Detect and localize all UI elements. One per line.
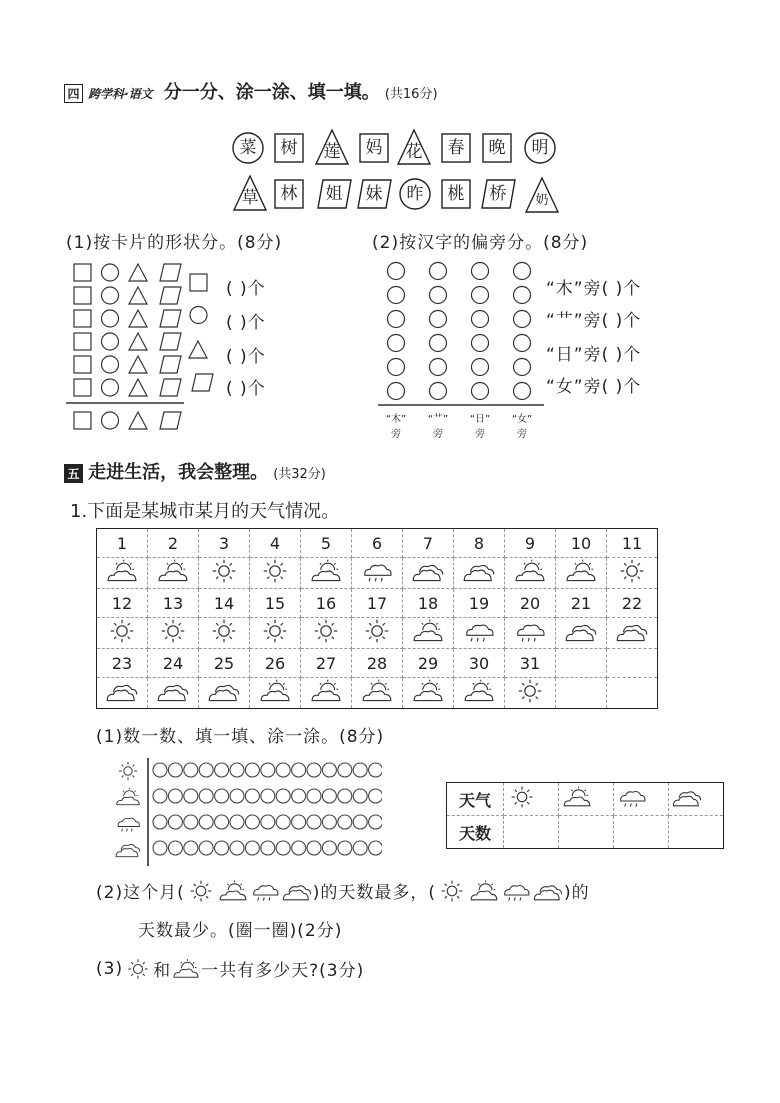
section-title: 走进生活，我会整理。 bbox=[88, 462, 269, 483]
bubble[interactable] bbox=[292, 763, 306, 777]
calendar-weather-cell bbox=[403, 678, 454, 709]
calendar-day: 1 bbox=[97, 529, 148, 558]
calendar-weather-cell bbox=[148, 558, 199, 589]
bubble[interactable] bbox=[353, 815, 367, 829]
bubble[interactable] bbox=[322, 841, 336, 855]
card-char: 春 bbox=[447, 138, 465, 158]
calendar-day: 9 bbox=[505, 529, 556, 558]
bubble[interactable] bbox=[215, 789, 229, 803]
calendar-day: 2 bbox=[148, 529, 199, 558]
calendar-table bbox=[96, 528, 658, 709]
sun-icon bbox=[205, 618, 243, 644]
calendar-day: 7 bbox=[403, 529, 454, 558]
cloudy-sun-icon bbox=[409, 618, 447, 644]
bubble[interactable] bbox=[261, 763, 275, 777]
bubble[interactable] bbox=[184, 841, 198, 855]
bubble[interactable] bbox=[230, 841, 244, 855]
card-char: 晚 bbox=[488, 138, 506, 158]
cloud-icon bbox=[613, 618, 651, 644]
calendar-day: 17 bbox=[352, 589, 403, 618]
radical-count-nv[interactable]: “女”旁( )个 bbox=[546, 377, 642, 397]
cloudy-sun-icon bbox=[562, 558, 600, 584]
row-label-days: 天数 bbox=[447, 816, 504, 849]
shape-chart bbox=[66, 258, 316, 438]
calendar-day: 12 bbox=[97, 589, 148, 618]
cloudy-sun-icon bbox=[560, 785, 594, 809]
card-char: 桃 bbox=[447, 184, 465, 204]
rain-icon bbox=[460, 618, 498, 644]
card-row-1 bbox=[228, 128, 568, 168]
shape-count-square[interactable]: ( )个 bbox=[226, 279, 266, 299]
sun-icon bbox=[256, 558, 294, 584]
radical-chart: “木” 旁 “艹” 旁 “日” 旁 “女” 旁 “木”旁( )个 “艹”旁( )个 “日”旁( )个 “女”旁( )个 bbox=[378, 260, 718, 450]
card-char: 明 bbox=[531, 138, 549, 158]
calendar-day: 18 bbox=[403, 589, 454, 618]
bubble[interactable] bbox=[153, 763, 167, 777]
section-title: 分一分、涂一涂、填一填。 bbox=[163, 82, 380, 103]
sun-icon bbox=[307, 618, 345, 644]
calendar-weather-cell bbox=[454, 678, 505, 709]
calendar-day: 3 bbox=[199, 529, 250, 558]
calendar-day bbox=[607, 649, 658, 678]
bubble[interactable] bbox=[338, 763, 352, 777]
weather-calendar bbox=[96, 528, 658, 709]
calendar-weather-cell bbox=[607, 678, 658, 709]
days-cloudy-sun-cell[interactable] bbox=[559, 816, 614, 849]
cloudy-sun-icon bbox=[511, 558, 549, 584]
weather-options-most[interactable] bbox=[185, 879, 313, 903]
calendar-weather-cell bbox=[199, 618, 250, 649]
bubble[interactable] bbox=[215, 841, 229, 855]
q5-1-2-cont: 天数最少。(圈一圈)(2分) bbox=[138, 921, 343, 941]
bubble[interactable] bbox=[245, 841, 259, 855]
card-char: 妹 bbox=[365, 184, 383, 204]
calendar-weather-cell bbox=[505, 618, 556, 649]
rain-icon bbox=[511, 618, 549, 644]
calendar-day: 8 bbox=[454, 529, 505, 558]
q5-1-1: (1)数一数、填一填、涂一涂。(8分) bbox=[96, 727, 385, 747]
days-sun-cell[interactable] bbox=[504, 816, 559, 849]
bubble[interactable] bbox=[353, 841, 367, 855]
calendar-day: 19 bbox=[454, 589, 505, 618]
bubble[interactable] bbox=[230, 815, 244, 829]
bubble[interactable] bbox=[276, 789, 290, 803]
cloudy-sun-icon bbox=[171, 957, 201, 981]
weather-options-least[interactable] bbox=[436, 879, 564, 903]
bubble[interactable] bbox=[245, 815, 259, 829]
bubble[interactable] bbox=[199, 763, 213, 777]
calendar-weather-cell bbox=[505, 678, 556, 709]
bubble[interactable] bbox=[369, 763, 382, 777]
q5-1: 1.下面是某城市某月的天气情况。 bbox=[70, 501, 340, 522]
card-char: 姐 bbox=[325, 184, 343, 204]
bubble[interactable] bbox=[292, 841, 306, 855]
calendar-weather-cell bbox=[301, 558, 352, 589]
calendar-weather-cell bbox=[352, 618, 403, 649]
calendar-weather-cell bbox=[556, 558, 607, 589]
bubble[interactable] bbox=[261, 789, 275, 803]
radical-count-mu[interactable]: “木”旁( )个 bbox=[546, 279, 642, 299]
calendar-day: 13 bbox=[148, 589, 199, 618]
bubble[interactable] bbox=[276, 841, 290, 855]
bubble[interactable] bbox=[168, 789, 182, 803]
rain-icon bbox=[615, 785, 649, 809]
radical-count-cao[interactable]: “艹”旁( )个 bbox=[546, 311, 642, 331]
card-char: 树 bbox=[280, 138, 298, 158]
bubble[interactable] bbox=[276, 763, 290, 777]
radical-count-ri[interactable]: “日”旁( )个 bbox=[546, 345, 642, 365]
calendar-day bbox=[556, 649, 607, 678]
bubble[interactable] bbox=[153, 841, 167, 855]
bubble[interactable] bbox=[322, 789, 336, 803]
bubble[interactable] bbox=[353, 789, 367, 803]
bubble[interactable] bbox=[322, 815, 336, 829]
bubble[interactable] bbox=[292, 789, 306, 803]
cloudy-sun-icon bbox=[460, 678, 498, 704]
calendar-day: 5 bbox=[301, 529, 352, 558]
weather-count-table bbox=[446, 782, 724, 849]
section-number: 五 bbox=[64, 464, 83, 483]
bubble[interactable] bbox=[261, 841, 275, 855]
bubble[interactable] bbox=[307, 815, 321, 829]
bubble[interactable] bbox=[199, 789, 213, 803]
calendar-weather-cell bbox=[301, 618, 352, 649]
card-char: 林 bbox=[280, 184, 298, 204]
bubble[interactable] bbox=[215, 815, 229, 829]
section4-header bbox=[64, 78, 438, 104]
calendar-day: 6 bbox=[352, 529, 403, 558]
bubble[interactable] bbox=[230, 763, 244, 777]
section-score: (共16分) bbox=[384, 87, 438, 102]
calendar-weather-cell bbox=[352, 558, 403, 589]
calendar-weather-cell bbox=[97, 618, 148, 649]
sun-icon bbox=[613, 558, 651, 584]
sun-icon bbox=[358, 618, 396, 644]
q5-1-2: (2)这个月( )的天数最多，( )的 bbox=[96, 878, 590, 903]
calendar-weather-cell bbox=[454, 558, 505, 589]
radical-grid[interactable] bbox=[378, 260, 548, 410]
bubble[interactable] bbox=[245, 789, 259, 803]
bubble[interactable] bbox=[276, 815, 290, 829]
calendar-day: 24 bbox=[148, 649, 199, 678]
calendar-day: 10 bbox=[556, 529, 607, 558]
calendar-day: 16 bbox=[301, 589, 352, 618]
calendar-weather-cell bbox=[607, 618, 658, 649]
calendar-weather-cell bbox=[250, 558, 301, 589]
calendar-day: 27 bbox=[301, 649, 352, 678]
bubble[interactable] bbox=[307, 789, 321, 803]
bubble[interactable] bbox=[338, 815, 352, 829]
card-char: 奶 bbox=[535, 193, 549, 208]
calendar-weather-cell bbox=[199, 558, 250, 589]
bubble-grid[interactable] bbox=[112, 758, 382, 868]
bubble[interactable] bbox=[338, 789, 352, 803]
sun-icon bbox=[505, 785, 539, 809]
bubble[interactable] bbox=[168, 841, 182, 855]
card-char: 菜 bbox=[239, 138, 257, 158]
bubble[interactable] bbox=[338, 841, 352, 855]
bubble[interactable] bbox=[292, 815, 306, 829]
calendar-day: 26 bbox=[250, 649, 301, 678]
bubble[interactable] bbox=[261, 815, 275, 829]
bubble[interactable] bbox=[184, 789, 198, 803]
cloud-icon bbox=[205, 678, 243, 704]
sun-icon bbox=[205, 558, 243, 584]
sun-icon bbox=[511, 678, 549, 704]
shape-count-triangle[interactable]: ( )个 bbox=[226, 347, 266, 367]
card-char: 妈 bbox=[365, 138, 383, 158]
q5-1-3: (3) 和 一共有多少天?(3分) bbox=[96, 958, 365, 981]
cross-subject-tag: 跨学科·语文 bbox=[88, 87, 153, 101]
calendar-weather-cell bbox=[301, 678, 352, 709]
calendar-day: 11 bbox=[607, 529, 658, 558]
calendar-weather-cell bbox=[250, 618, 301, 649]
bubble[interactable] bbox=[199, 815, 213, 829]
bubble[interactable] bbox=[199, 841, 213, 855]
sun-icon bbox=[123, 957, 153, 981]
calendar-day: 4 bbox=[250, 529, 301, 558]
cloudy-sun-icon bbox=[154, 558, 192, 584]
bubble[interactable] bbox=[322, 763, 336, 777]
bubble[interactable] bbox=[369, 815, 382, 829]
q4-2: (2)按汉字的偏旁分。(8分) bbox=[372, 233, 589, 253]
sun-icon bbox=[154, 618, 192, 644]
cloud-icon bbox=[409, 558, 447, 584]
calendar-weather-cell bbox=[403, 558, 454, 589]
card-row-2 bbox=[228, 174, 568, 214]
shape-grid[interactable] bbox=[66, 258, 191, 433]
cloud-icon bbox=[103, 678, 141, 704]
calendar-weather-cell bbox=[250, 678, 301, 709]
calendar-weather-cell bbox=[97, 678, 148, 709]
cloud-icon bbox=[154, 678, 192, 704]
bubble[interactable] bbox=[307, 763, 321, 777]
row-label-weather: 天气 bbox=[447, 783, 504, 816]
sun-icon bbox=[103, 618, 141, 644]
sun-icon bbox=[256, 618, 294, 644]
section5-header bbox=[64, 458, 326, 484]
calendar-weather-cell bbox=[505, 558, 556, 589]
bubble[interactable] bbox=[215, 763, 229, 777]
cloudy-sun-icon bbox=[358, 678, 396, 704]
calendar-day: 31 bbox=[505, 649, 556, 678]
calendar-weather-cell bbox=[199, 678, 250, 709]
calendar-day: 15 bbox=[250, 589, 301, 618]
bubble[interactable] bbox=[153, 815, 167, 829]
bubble-chart bbox=[112, 758, 382, 868]
bubble[interactable] bbox=[184, 763, 198, 777]
card-char: 昨 bbox=[406, 184, 424, 204]
bubble[interactable] bbox=[153, 789, 167, 803]
calendar-day: 20 bbox=[505, 589, 556, 618]
calendar-weather-cell bbox=[556, 618, 607, 649]
cloud-icon bbox=[460, 558, 498, 584]
calendar-weather-cell bbox=[607, 558, 658, 589]
bubble[interactable] bbox=[353, 763, 367, 777]
calendar-day: 21 bbox=[556, 589, 607, 618]
calendar-weather-cell bbox=[403, 618, 454, 649]
calendar-weather-cell bbox=[556, 678, 607, 709]
q4-1: (1)按卡片的形状分。(8分) bbox=[66, 233, 283, 253]
calendar-day: 28 bbox=[352, 649, 403, 678]
bubble[interactable] bbox=[168, 815, 182, 829]
rain-icon bbox=[358, 558, 396, 584]
calendar-day: 23 bbox=[97, 649, 148, 678]
card-char: 花 bbox=[405, 142, 423, 162]
bubble[interactable] bbox=[307, 841, 321, 855]
bubble[interactable] bbox=[230, 789, 244, 803]
card-char: 莲 bbox=[323, 142, 341, 162]
calendar-weather-cell bbox=[148, 618, 199, 649]
cloudy-sun-icon bbox=[409, 678, 447, 704]
bubble[interactable] bbox=[369, 841, 382, 855]
cloudy-sun-icon bbox=[307, 558, 345, 584]
cloud-icon bbox=[562, 618, 600, 644]
calendar-weather-cell bbox=[148, 678, 199, 709]
cloudy-sun-icon bbox=[307, 678, 345, 704]
calendar-weather-cell bbox=[454, 618, 505, 649]
section-number: 四 bbox=[64, 84, 83, 103]
calendar-weather-cell bbox=[97, 558, 148, 589]
bubble[interactable] bbox=[369, 789, 382, 803]
shape-count-parallelogram[interactable]: ( )个 bbox=[226, 379, 266, 399]
days-cloud-cell[interactable] bbox=[669, 816, 724, 849]
calendar-weather-cell bbox=[352, 678, 403, 709]
days-rain-cell[interactable] bbox=[614, 816, 669, 849]
calendar-day: 25 bbox=[199, 649, 250, 678]
bubble[interactable] bbox=[245, 763, 259, 777]
cloudy-sun-icon bbox=[103, 558, 141, 584]
cloudy-sun-icon bbox=[256, 678, 294, 704]
shape-count-circle[interactable]: ( )个 bbox=[226, 313, 266, 333]
cloud-icon bbox=[670, 785, 704, 809]
calendar-day: 30 bbox=[454, 649, 505, 678]
calendar-day: 14 bbox=[199, 589, 250, 618]
bubble[interactable] bbox=[184, 815, 198, 829]
calendar-day: 29 bbox=[403, 649, 454, 678]
bubble[interactable] bbox=[168, 763, 182, 777]
section-score: (共32分) bbox=[273, 467, 326, 482]
calendar-day: 22 bbox=[607, 589, 658, 618]
shape-legend bbox=[188, 258, 228, 398]
card-char: 桥 bbox=[489, 184, 507, 204]
card-char: 草 bbox=[241, 188, 259, 208]
